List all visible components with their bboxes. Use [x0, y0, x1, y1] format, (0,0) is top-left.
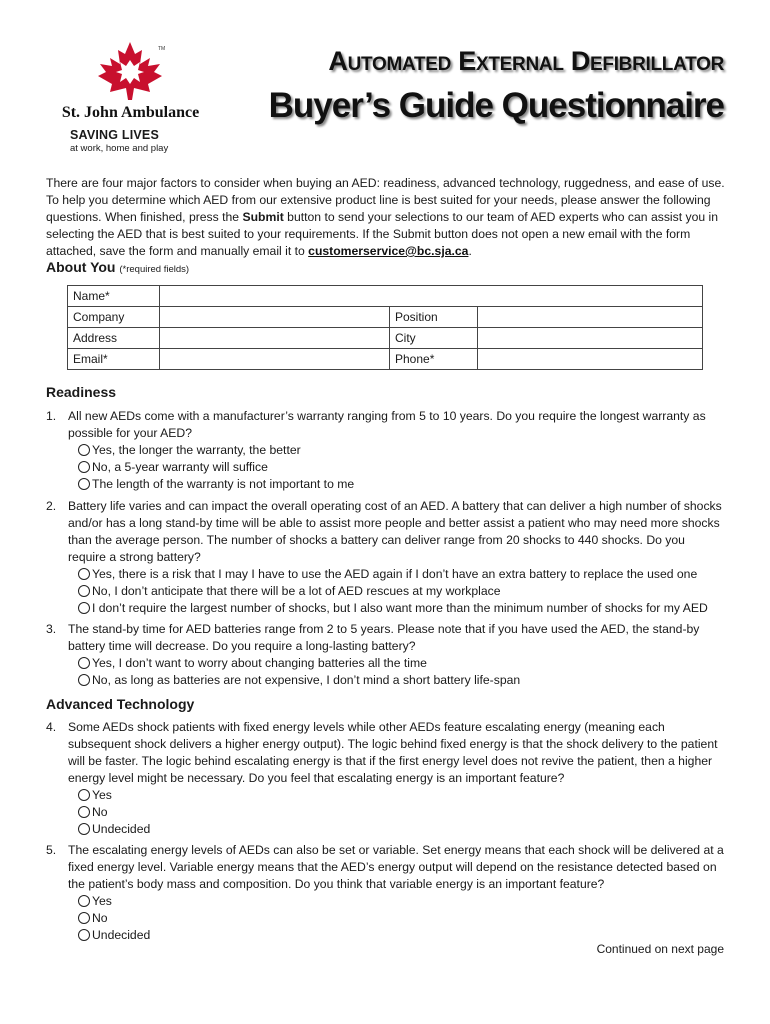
option-row[interactable]	[78, 600, 726, 617]
question-3	[46, 621, 726, 689]
option-row[interactable]	[78, 655, 726, 672]
question-number: 4.	[46, 720, 57, 734]
option-row[interactable]	[78, 893, 726, 910]
email-label: Email*	[68, 349, 160, 370]
option-row[interactable]	[78, 821, 726, 838]
org-name: St. John Ambulance	[61, 104, 200, 121]
company-field[interactable]	[160, 307, 390, 328]
question-number: 5.	[46, 843, 57, 857]
about-heading	[46, 259, 189, 275]
radio-button[interactable]	[78, 478, 90, 490]
intro-paragraph	[46, 175, 726, 260]
name-label: Name*	[68, 286, 160, 307]
advanced-heading: Advanced Technology	[46, 696, 195, 712]
question-text: All new AEDs come with a manufacturer’s warranty ranging from 5 to 10 years. Do you require the longest warranty as possible for your AED?	[68, 409, 706, 440]
option-label: Yes	[92, 788, 112, 802]
trademark-mark: TM	[158, 46, 166, 52]
about-form-table	[67, 285, 703, 370]
question-2	[46, 498, 726, 617]
address-field[interactable]	[160, 328, 390, 349]
phone-field[interactable]	[478, 349, 703, 370]
radio-button[interactable]	[78, 912, 90, 924]
address-label: Address	[68, 328, 160, 349]
city-label: City	[390, 328, 478, 349]
option-row[interactable]	[78, 787, 726, 804]
position-label: Position	[390, 307, 478, 328]
radio-button[interactable]	[78, 806, 90, 818]
option-row[interactable]	[78, 566, 726, 583]
title-line2: Buyer’s Guide Questionnaire	[268, 86, 724, 125]
option-label: Undecided	[92, 822, 151, 836]
phone-label: Phone*	[390, 349, 478, 370]
submit-word: Submit	[242, 210, 284, 224]
option-row[interactable]	[78, 583, 726, 600]
question-5	[46, 842, 726, 944]
radio-button[interactable]	[78, 461, 90, 473]
question-4	[46, 719, 726, 838]
option-label: No	[92, 805, 108, 819]
option-row[interactable]	[78, 672, 726, 689]
question-number: 1.	[46, 409, 57, 423]
radio-button[interactable]	[78, 895, 90, 907]
email-field[interactable]	[160, 349, 390, 370]
option-row[interactable]	[78, 910, 726, 927]
radio-button[interactable]	[78, 674, 90, 686]
option-label: Yes, I don’t want to worry about changing batteries all the time	[92, 656, 427, 670]
intro-text-3: .	[468, 244, 472, 258]
city-field[interactable]	[478, 328, 703, 349]
option-label: No, I don’t anticipate that there will be a lot of AED rescues at my workplace	[92, 584, 501, 598]
readiness-heading: Readiness	[46, 384, 117, 400]
tagline: SAVING LIVES	[70, 128, 159, 142]
option-label: Yes	[92, 894, 112, 908]
option-row[interactable]	[78, 804, 726, 821]
option-label: The length of the warranty is not important to me	[92, 477, 355, 491]
question-number: 3.	[46, 622, 57, 636]
radio-button[interactable]	[78, 602, 90, 614]
option-label: I don’t require the largest number of shocks, but I also want more than the minimum number of shocks for my AED	[92, 601, 708, 615]
option-label: No	[92, 911, 108, 925]
question-1	[46, 408, 726, 493]
logo	[48, 40, 208, 158]
intro-text-2: button to send your selections to our team of AED experts who can assist you in selecting the AED that is best suited to your requirements. If the Submit button does not open a new email with the form attached, save the form and manually email it to	[46, 210, 719, 258]
radio-button[interactable]	[78, 929, 90, 941]
radio-button[interactable]	[78, 444, 90, 456]
radio-button[interactable]	[78, 789, 90, 801]
radio-button[interactable]	[78, 568, 90, 580]
email-link[interactable]: customerservice@bc.sja.ca	[308, 244, 469, 258]
question-text: The escalating energy levels of AEDs can also be set or variable. Set energy means that each shock will be delivered at a fixed energy level. Variable energy means that the AED’s energy output will depend on the resistance detected based on the patient’s body mass and composition. Do you think that variable energy is an important feature?	[68, 843, 724, 891]
title-line1: Automated External Defibrillator	[328, 46, 724, 76]
option-label: Yes, the longer the warranty, the better	[92, 443, 301, 457]
required-note: (*required fields)	[119, 264, 190, 275]
maple-leaf-cross-icon	[92, 40, 168, 102]
position-field[interactable]	[478, 307, 703, 328]
question-text: The stand-by time for AED batteries range from 2 to 5 years. Please note that if you have used the AED, the stand-by battery time will decrease. Do you require a long-lasting battery?	[68, 622, 700, 653]
option-label: No, a 5-year warranty will suffice	[92, 460, 268, 474]
option-label: Yes, there is a risk that I may I have to use the AED again if I don’t have an extra battery to replace the used one	[92, 567, 698, 581]
question-number: 2.	[46, 499, 57, 513]
option-row[interactable]	[78, 442, 726, 459]
about-heading-text: About You	[46, 259, 116, 275]
name-field[interactable]	[160, 286, 703, 307]
option-label: Undecided	[92, 928, 151, 942]
option-row[interactable]	[78, 476, 726, 493]
tagline-sub: at work, home and play	[70, 143, 169, 154]
radio-button[interactable]	[78, 657, 90, 669]
radio-button[interactable]	[78, 585, 90, 597]
question-text: Some AEDs shock patients with fixed energy levels while other AEDs feature escalating energy (meaning each subsequent shock delivers a higher energy output). The logic behind fixed energy is that the shock delivery to the patient will be faster. The logic behind escalating energy is that if the first energy level does not revive the patient, then a higher energy level might be necessary. Do you feel that escalating energy is an important feature?	[68, 720, 718, 785]
option-label: No, as long as batteries are not expensive, I don’t mind a short battery life-span	[92, 673, 521, 687]
continued-note: Continued on next page	[596, 942, 724, 956]
intro-text-1: There are four major factors to consider when buying an AED: readiness, advanced technology, ruggedness, and ease of use. To help you determine which AED from our extensive product line is best suited for your needs, please answer the following questions. When finished, press the	[46, 176, 725, 224]
company-label: Company	[68, 307, 160, 328]
option-row[interactable]	[78, 459, 726, 476]
question-text: Battery life varies and can impact the overall operating cost of an AED. A battery that can deliver a high number of shocks and/or has a long stand-by time will be able to assist more people and better assist a patient who may need more shocks than the average person. The number of shocks a battery can deliver range from 20 shocks to 440 shocks. Do you require a strong battery?	[68, 499, 722, 564]
radio-button[interactable]	[78, 823, 90, 835]
